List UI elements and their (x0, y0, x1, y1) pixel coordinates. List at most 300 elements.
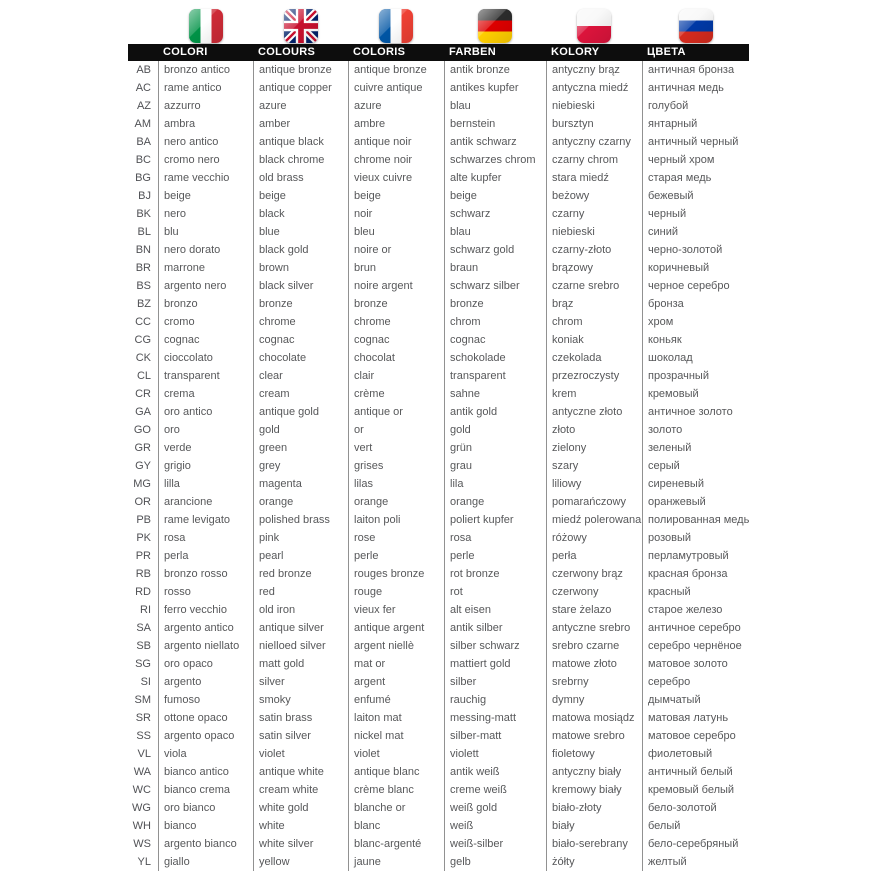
row-code: BC (135, 154, 151, 166)
row-cell: матовая латунь (642, 709, 749, 727)
row-code: GY (135, 460, 151, 472)
row-cell: antik schwarz (444, 133, 546, 151)
row-cell: grün (444, 439, 546, 457)
union-jack-graphic (284, 9, 318, 43)
row-cell: grises (348, 457, 444, 475)
row-cell: schwarz (444, 205, 546, 223)
row-cell: crema (158, 385, 253, 403)
row-cell: коричневый (642, 259, 749, 277)
row-code: SS (136, 730, 151, 742)
row-cell: argent niellè (348, 637, 444, 655)
uk-flag-icon (284, 9, 318, 43)
table-row (128, 727, 749, 745)
row-cell: antyczny brąz (546, 61, 642, 79)
row-cell: rot (444, 583, 546, 601)
row-code: GA (135, 406, 151, 418)
row-cell: фиолетовый (642, 745, 749, 763)
row-cell: pearl (253, 547, 348, 565)
row-cell: cioccolato (158, 349, 253, 367)
row-cell: cognac (444, 331, 546, 349)
row-cell: бронза (642, 295, 749, 313)
row-cell: matowa mosiądz (546, 709, 642, 727)
table-row (128, 187, 749, 205)
row-cell: красная бронза (642, 565, 749, 583)
row-cell: mattiert gold (444, 655, 546, 673)
row-cell: cuivre antique (348, 79, 444, 97)
row-cell: czerwony (546, 583, 642, 601)
table-row (128, 601, 749, 619)
row-cell: antik gold (444, 403, 546, 421)
row-cell: chocolate (253, 349, 348, 367)
row-cell: magenta (253, 475, 348, 493)
row-cell: clear (253, 367, 348, 385)
table-row (128, 565, 749, 583)
row-cell: серебро чернёное (642, 637, 749, 655)
row-cell: bronze (444, 295, 546, 313)
row-cell: blue (253, 223, 348, 241)
table-row (128, 547, 749, 565)
row-code: BR (135, 262, 151, 274)
header-coloris: COLORIS (353, 46, 406, 58)
row-cell: antique white (253, 763, 348, 781)
row-cell: bleu (348, 223, 444, 241)
row-cell: antik silber (444, 619, 546, 637)
row-cell: cognac (348, 331, 444, 349)
row-cell: vert (348, 439, 444, 457)
row-cell: antik bronze (444, 61, 546, 79)
row-cell: transparent (158, 367, 253, 385)
row-cell: rose (348, 529, 444, 547)
row-cell: матовое золото (642, 655, 749, 673)
row-cell: lilla (158, 475, 253, 493)
row-cell: pomarańczowy (546, 493, 642, 511)
row-code: AC (135, 82, 151, 94)
row-cell: creme weiß (444, 781, 546, 799)
color-translation-table (128, 8, 749, 871)
poland-flag-icon (577, 9, 611, 43)
row-cell: rame antico (158, 79, 253, 97)
row-cell: nero (158, 205, 253, 223)
table-row (128, 709, 749, 727)
row-cell: beige (253, 187, 348, 205)
row-cell: zielony (546, 439, 642, 457)
row-cell: шоколад (642, 349, 749, 367)
header-farben: FARBEN (449, 46, 497, 58)
table-row (128, 259, 749, 277)
row-cell: biały (546, 817, 642, 835)
row-cell: blanc (348, 817, 444, 835)
russia-flag-icon (679, 9, 713, 43)
table-row (128, 133, 749, 151)
row-cell: chrome (253, 313, 348, 331)
row-cell: rosso (158, 583, 253, 601)
table-row (128, 61, 749, 79)
germany-flag-icon (478, 9, 512, 43)
row-cell: marrone (158, 259, 253, 277)
row-cell: czarny (546, 205, 642, 223)
row-cell: коньяк (642, 331, 749, 349)
row-code: AM (134, 118, 151, 130)
row-code: BG (135, 172, 151, 184)
row-cell: weiß (444, 817, 546, 835)
row-cell: bronzo antico (158, 61, 253, 79)
row-cell: violet (253, 745, 348, 763)
row-cell: crème (348, 385, 444, 403)
row-cell: красный (642, 583, 749, 601)
row-cell: złoto (546, 421, 642, 439)
row-code: BA (136, 136, 151, 148)
table-row (128, 817, 749, 835)
row-code: SI (140, 676, 151, 688)
row-cell: azure (348, 97, 444, 115)
table-row (128, 781, 749, 799)
row-cell: antyczny biały (546, 763, 642, 781)
row-cell: бежевый (642, 187, 749, 205)
row-cell: czarne srebro (546, 277, 642, 295)
row-cell: black gold (253, 241, 348, 259)
row-cell: rouges bronze (348, 565, 444, 583)
table-row (128, 475, 749, 493)
row-cell: perle (348, 547, 444, 565)
row-cell: noire argent (348, 277, 444, 295)
row-cell: ambre (348, 115, 444, 133)
row-cell: przezroczysty (546, 367, 642, 385)
table-row (128, 655, 749, 673)
row-cell: brązowy (546, 259, 642, 277)
row-cell: antik weiß (444, 763, 546, 781)
row-cell: braun (444, 259, 546, 277)
row-code: SG (135, 658, 151, 670)
row-cell: srebrny (546, 673, 642, 691)
row-cell: antique copper (253, 79, 348, 97)
row-cell: blu (158, 223, 253, 241)
row-cell: античное серебро (642, 619, 749, 637)
row-code: BN (135, 244, 151, 256)
row-cell: золото (642, 421, 749, 439)
row-code: CG (134, 334, 151, 346)
row-cell: kremowy biały (546, 781, 642, 799)
row-cell: nero dorato (158, 241, 253, 259)
row-cell: smoky (253, 691, 348, 709)
row-cell: schwarz silber (444, 277, 546, 295)
row-cell: srebro czarne (546, 637, 642, 655)
row-cell: weiß-silber (444, 835, 546, 853)
row-cell: poliert kupfer (444, 511, 546, 529)
row-code: CL (136, 370, 151, 382)
row-code: CR (135, 388, 151, 400)
row-cell: матовое серебро (642, 727, 749, 745)
row-cell: noir (348, 205, 444, 223)
table-row (128, 367, 749, 385)
table-row (128, 835, 749, 853)
row-cell: miedź polerowana (546, 511, 642, 529)
row-cell: chrome (348, 313, 444, 331)
row-cell: rosa (444, 529, 546, 547)
row-cell: czerwony brąz (546, 565, 642, 583)
row-cell: antikes kupfer (444, 79, 546, 97)
row-cell: alte kupfer (444, 169, 546, 187)
row-cell: chrom (546, 313, 642, 331)
row-code: GO (133, 424, 151, 436)
row-cell: antique argent (348, 619, 444, 637)
row-cell: antyczny czarny (546, 133, 642, 151)
header-cveta: ЦВЕТА (647, 46, 686, 58)
row-code: BZ (136, 298, 151, 310)
row-cell: verde (158, 439, 253, 457)
row-cell: черный (642, 205, 749, 223)
row-code: OR (134, 496, 151, 508)
row-cell: cream (253, 385, 348, 403)
row-code: WS (133, 838, 151, 850)
table-row (128, 295, 749, 313)
row-cell: satin brass (253, 709, 348, 727)
row-cell: sahne (444, 385, 546, 403)
row-cell: transparent (444, 367, 546, 385)
row-cell: silber (444, 673, 546, 691)
table-row (128, 223, 749, 241)
row-cell: antique noir (348, 133, 444, 151)
row-cell: oro bianco (158, 799, 253, 817)
row-cell: cognac (158, 331, 253, 349)
row-cell: перламутровый (642, 547, 749, 565)
row-cell: biało-złoty (546, 799, 642, 817)
row-code: RI (140, 604, 151, 616)
row-cell: blanche or (348, 799, 444, 817)
row-code: WG (132, 802, 151, 814)
row-cell: silber-matt (444, 727, 546, 745)
row-cell: black silver (253, 277, 348, 295)
france-flag-icon (379, 9, 413, 43)
table-row (128, 457, 749, 475)
row-cell: chrome noir (348, 151, 444, 169)
row-cell: antique or (348, 403, 444, 421)
row-cell: cognac (253, 331, 348, 349)
row-cell: oro (158, 421, 253, 439)
row-cell: noire or (348, 241, 444, 259)
row-cell: черно-золотой (642, 241, 749, 259)
row-code: SB (136, 640, 151, 652)
row-cell: бело-серебряный (642, 835, 749, 853)
row-cell: argento antico (158, 619, 253, 637)
table-row (128, 799, 749, 817)
row-cell: alt eisen (444, 601, 546, 619)
table-header (128, 44, 749, 61)
row-cell: antyczna miedź (546, 79, 642, 97)
row-cell: stare żelazo (546, 601, 642, 619)
row-cell: jaune (348, 853, 444, 871)
row-cell: gold (253, 421, 348, 439)
row-cell: bronzo rosso (158, 565, 253, 583)
table-row (128, 169, 749, 187)
table-row (128, 385, 749, 403)
row-cell: черный хром (642, 151, 749, 169)
row-cell: black chrome (253, 151, 348, 169)
row-cell: кремовый белый (642, 781, 749, 799)
row-cell: кремовый (642, 385, 749, 403)
row-cell: niebieski (546, 223, 642, 241)
italy-flag-icon (189, 9, 223, 43)
flags-row (128, 8, 749, 44)
row-cell: bianco (158, 817, 253, 835)
table-row (128, 421, 749, 439)
row-cell: beżowy (546, 187, 642, 205)
row-cell: розовый (642, 529, 749, 547)
row-cell: хром (642, 313, 749, 331)
row-cell: chrom (444, 313, 546, 331)
row-cell: bronzo (158, 295, 253, 313)
row-cell: matowe złoto (546, 655, 642, 673)
table-row (128, 619, 749, 637)
row-cell: nielloed silver (253, 637, 348, 655)
row-cell: grigio (158, 457, 253, 475)
row-cell: yellow (253, 853, 348, 871)
row-cell: stara miedź (546, 169, 642, 187)
row-cell: schwarzes chrom (444, 151, 546, 169)
row-cell: perla (158, 547, 253, 565)
row-cell: полированная медь (642, 511, 749, 529)
row-cell: античный черный (642, 133, 749, 151)
table-row (128, 349, 749, 367)
row-cell: laiton poli (348, 511, 444, 529)
table-row (128, 673, 749, 691)
row-code: PK (136, 532, 151, 544)
row-cell: oro opaco (158, 655, 253, 673)
table-row (128, 313, 749, 331)
row-cell: matt gold (253, 655, 348, 673)
row-cell: oro antico (158, 403, 253, 421)
row-cell: бело-золотой (642, 799, 749, 817)
row-cell: grey (253, 457, 348, 475)
table-row (128, 583, 749, 601)
row-cell: koniak (546, 331, 642, 349)
row-code: AZ (136, 100, 151, 112)
row-cell: chocolat (348, 349, 444, 367)
row-cell: rame vecchio (158, 169, 253, 187)
row-cell: red (253, 583, 348, 601)
row-cell: antyczne złoto (546, 403, 642, 421)
row-cell: cream white (253, 781, 348, 799)
row-cell: arancione (158, 493, 253, 511)
table-row (128, 691, 749, 709)
row-cell: голубой (642, 97, 749, 115)
row-cell: brown (253, 259, 348, 277)
row-cell: weiß gold (444, 799, 546, 817)
row-cell: vieux cuivre (348, 169, 444, 187)
row-cell: antique gold (253, 403, 348, 421)
row-cell: czarny-złoto (546, 241, 642, 259)
row-cell: perła (546, 547, 642, 565)
row-code: YL (137, 856, 151, 868)
row-code: PR (135, 550, 151, 562)
row-cell: bernstein (444, 115, 546, 133)
row-cell: black (253, 205, 348, 223)
row-cell: argento opaco (158, 727, 253, 745)
table-row (128, 763, 749, 781)
row-cell: синий (642, 223, 749, 241)
table-row (128, 241, 749, 259)
row-cell: rosa (158, 529, 253, 547)
row-cell: matowe srebro (546, 727, 642, 745)
table-body (128, 61, 749, 871)
table-row (128, 853, 749, 871)
row-cell: прозрачный (642, 367, 749, 385)
row-cell: nero antico (158, 133, 253, 151)
table-row (128, 493, 749, 511)
row-code: MG (133, 478, 151, 490)
row-cell: laiton mat (348, 709, 444, 727)
row-cell: schwarz gold (444, 241, 546, 259)
row-cell: желтый (642, 853, 749, 871)
row-cell: blau (444, 97, 546, 115)
row-code: BS (136, 280, 151, 292)
row-cell: ambra (158, 115, 253, 133)
row-cell: orange (253, 493, 348, 511)
row-cell: orange (348, 493, 444, 511)
row-code: VL (137, 748, 151, 760)
row-cell: azure (253, 97, 348, 115)
row-code: GR (134, 442, 151, 454)
row-cell: green (253, 439, 348, 457)
row-cell: argento niellato (158, 637, 253, 655)
row-cell: beige (348, 187, 444, 205)
row-cell: серый (642, 457, 749, 475)
row-cell: оранжевый (642, 493, 749, 511)
row-cell: szary (546, 457, 642, 475)
row-cell: antique black (253, 133, 348, 151)
row-cell: ottone opaco (158, 709, 253, 727)
row-cell: czarny chrom (546, 151, 642, 169)
row-code: AB (136, 64, 151, 76)
row-cell: cromo (158, 313, 253, 331)
row-cell: antique blanc (348, 763, 444, 781)
row-code: BJ (138, 190, 151, 202)
row-cell: античное золото (642, 403, 749, 421)
table-row (128, 331, 749, 349)
row-cell: antyczne srebro (546, 619, 642, 637)
row-cell: czekolada (546, 349, 642, 367)
header-colori: COLORI (163, 46, 208, 58)
row-cell: brun (348, 259, 444, 277)
row-cell: bianco antico (158, 763, 253, 781)
row-cell: bursztyn (546, 115, 642, 133)
row-cell: lilas (348, 475, 444, 493)
row-cell: old brass (253, 169, 348, 187)
row-cell: зеленый (642, 439, 749, 457)
row-cell: antique silver (253, 619, 348, 637)
row-cell: античная медь (642, 79, 749, 97)
row-cell: silber schwarz (444, 637, 546, 655)
row-cell: gelb (444, 853, 546, 871)
table-row (128, 637, 749, 655)
row-cell: brąz (546, 295, 642, 313)
row-cell: argent (348, 673, 444, 691)
row-cell: polished brass (253, 511, 348, 529)
row-cell: beige (444, 187, 546, 205)
table-row (128, 529, 749, 547)
row-code: SA (136, 622, 151, 634)
row-cell: dymny (546, 691, 642, 709)
row-cell: blau (444, 223, 546, 241)
row-cell: mat or (348, 655, 444, 673)
row-cell: enfumé (348, 691, 444, 709)
row-cell: старая медь (642, 169, 749, 187)
row-cell: white gold (253, 799, 348, 817)
row-cell: violett (444, 745, 546, 763)
row-code: CK (135, 352, 151, 364)
row-cell: antique bronze (348, 61, 444, 79)
row-cell: белый (642, 817, 749, 835)
row-code: CC (135, 316, 151, 328)
